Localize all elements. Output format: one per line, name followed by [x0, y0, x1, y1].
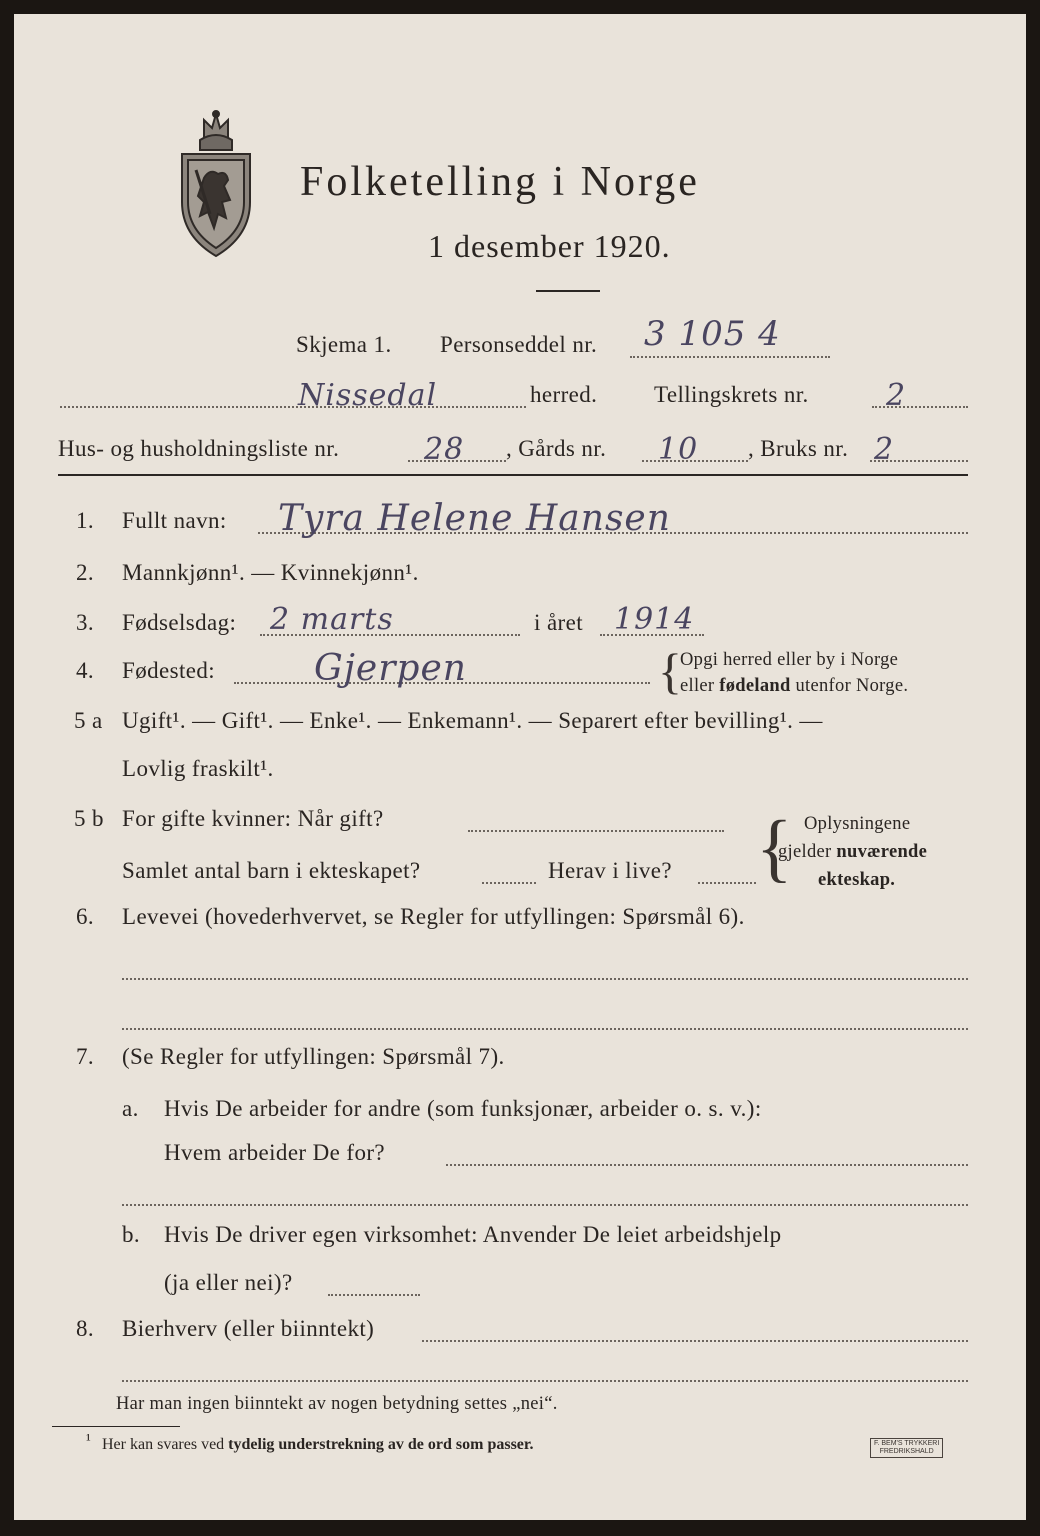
q4-number: 4.	[76, 658, 95, 683]
q4-label: Fødested:	[122, 658, 216, 683]
q5a-marital-options-line1[interactable]: Ugift¹. — Gift¹. — Enke¹. — Enkemann¹. — Separert efter bevilling¹. —	[122, 708, 823, 733]
gards-value[interactable]: 10	[658, 432, 699, 467]
footer-note: Har man ingen biinntekt av nogen betydning settes „nei“.	[116, 1394, 558, 1414]
q5b-note-line3: ekteskap.	[818, 870, 896, 890]
q7a-line1: Hvis De arbeider for andre (som funksjonær, arbeider o. s. v.):	[164, 1096, 762, 1121]
q5b-note-line1: Oplysningene	[804, 814, 911, 834]
q1-label: Fullt navn:	[122, 508, 227, 533]
q7-label: (Se Regler for utfyllingen: Spørsmål 7).	[122, 1044, 505, 1069]
q3-number: 3.	[76, 610, 95, 635]
q7a-extra-line	[122, 1204, 968, 1206]
q5b-married-label: For gifte kvinner: Når gift?	[122, 806, 384, 831]
bruks-value[interactable]: 2	[874, 432, 895, 467]
q1-full-name-value[interactable]: Tyra Helene Hansen	[278, 498, 671, 539]
q7b-yes-no-line	[328, 1294, 420, 1296]
footnote-text: Her kan svares ved tydelig understrekning av de ord som passer.	[102, 1436, 534, 1453]
q6-line-1	[122, 978, 968, 980]
q5b-note-line2: gjelder nuværende	[778, 842, 928, 862]
title-divider	[536, 290, 600, 292]
herred-line	[60, 406, 526, 408]
q5a-marital-options-line2[interactable]: Lovlig fraskilt¹.	[122, 756, 274, 781]
q2-gender-options[interactable]: Mannkjønn¹. — Kvinnekjønn¹.	[122, 560, 419, 585]
herred-value[interactable]: Nissedal	[298, 378, 438, 413]
q4-note-line2: eller fødeland utenfor Norge.	[680, 676, 909, 696]
q2-number: 2.	[76, 560, 95, 585]
hus-value[interactable]: 28	[424, 432, 465, 467]
census-date: 1 desember 1920.	[428, 228, 671, 264]
personseddel-line	[630, 356, 830, 358]
bruks-label: , Bruks nr.	[748, 436, 849, 461]
tellingskrets-value[interactable]: 2	[886, 378, 907, 413]
q7b-number: b.	[122, 1222, 141, 1247]
q7b-line1: Hvis De driver egen virksomhet: Anvender De leiet arbeidshjelp	[164, 1222, 782, 1247]
q8-label: Bierhverv (eller biinntekt)	[122, 1316, 375, 1341]
q8-number: 8.	[76, 1316, 95, 1341]
header-rule	[58, 474, 968, 476]
census-form-page	[14, 14, 1026, 1520]
q7a-number: a.	[122, 1096, 139, 1121]
q7b-yes-no-label: (ja eller nei)?	[164, 1270, 293, 1295]
q4-birthplace-value[interactable]: Gjerpen	[314, 648, 467, 689]
q5b-alive-label: Herav i live?	[548, 858, 672, 883]
printer-stamp: F. BEM'S TRYKKERI FREDRIKSHALD	[870, 1438, 943, 1458]
q3-label: Fødselsdag:	[122, 610, 237, 635]
form-title: Folketelling i Norge	[300, 159, 700, 205]
q6-label: Levevei (hovederhvervet, se Regler for utfyllingen: Spørsmål 6).	[122, 904, 745, 929]
q5a-number: 5 a	[74, 708, 103, 733]
q8-line-1	[422, 1340, 968, 1342]
q6-line-2	[122, 1028, 968, 1030]
q5b-alive-line	[698, 882, 756, 884]
q5b-note-brace: {	[756, 806, 793, 890]
herred-label: herred.	[530, 382, 598, 407]
q7a-employer-label: Hvem arbeider De for?	[164, 1140, 386, 1165]
coat-of-arms-icon	[174, 110, 258, 260]
q3-birthdate-value[interactable]: 2 marts	[270, 602, 394, 637]
gards-label: , Gårds nr.	[506, 436, 607, 461]
q5b-children-line	[482, 882, 536, 884]
q3-year-value[interactable]: 1914	[614, 602, 695, 637]
q5b-number: 5 b	[74, 806, 104, 831]
tellingskrets-label: Tellingskrets nr.	[654, 382, 809, 407]
q5b-married-line	[468, 830, 724, 832]
q1-number: 1.	[76, 508, 95, 533]
personseddel-label: Personseddel nr.	[440, 332, 598, 357]
q4-note-brace: {	[658, 643, 682, 699]
footnote-rule	[52, 1426, 180, 1427]
q3-year-label: i året	[534, 610, 584, 635]
q5b-children-label: Samlet antal barn i ekteskapet?	[122, 858, 421, 883]
schema-label: Skjema 1.	[296, 332, 392, 357]
personseddel-value[interactable]: 3 105 4	[644, 314, 781, 354]
q6-number: 6.	[76, 904, 95, 929]
hus-label: Hus- og husholdningsliste nr.	[58, 436, 340, 461]
q8-line-2	[122, 1380, 968, 1382]
q7a-employer-line	[446, 1164, 968, 1166]
q4-note-line1: Opgi herred eller by i Norge	[680, 650, 899, 670]
footnote-marker: ¹	[86, 1432, 91, 1449]
q7-number: 7.	[76, 1044, 95, 1069]
